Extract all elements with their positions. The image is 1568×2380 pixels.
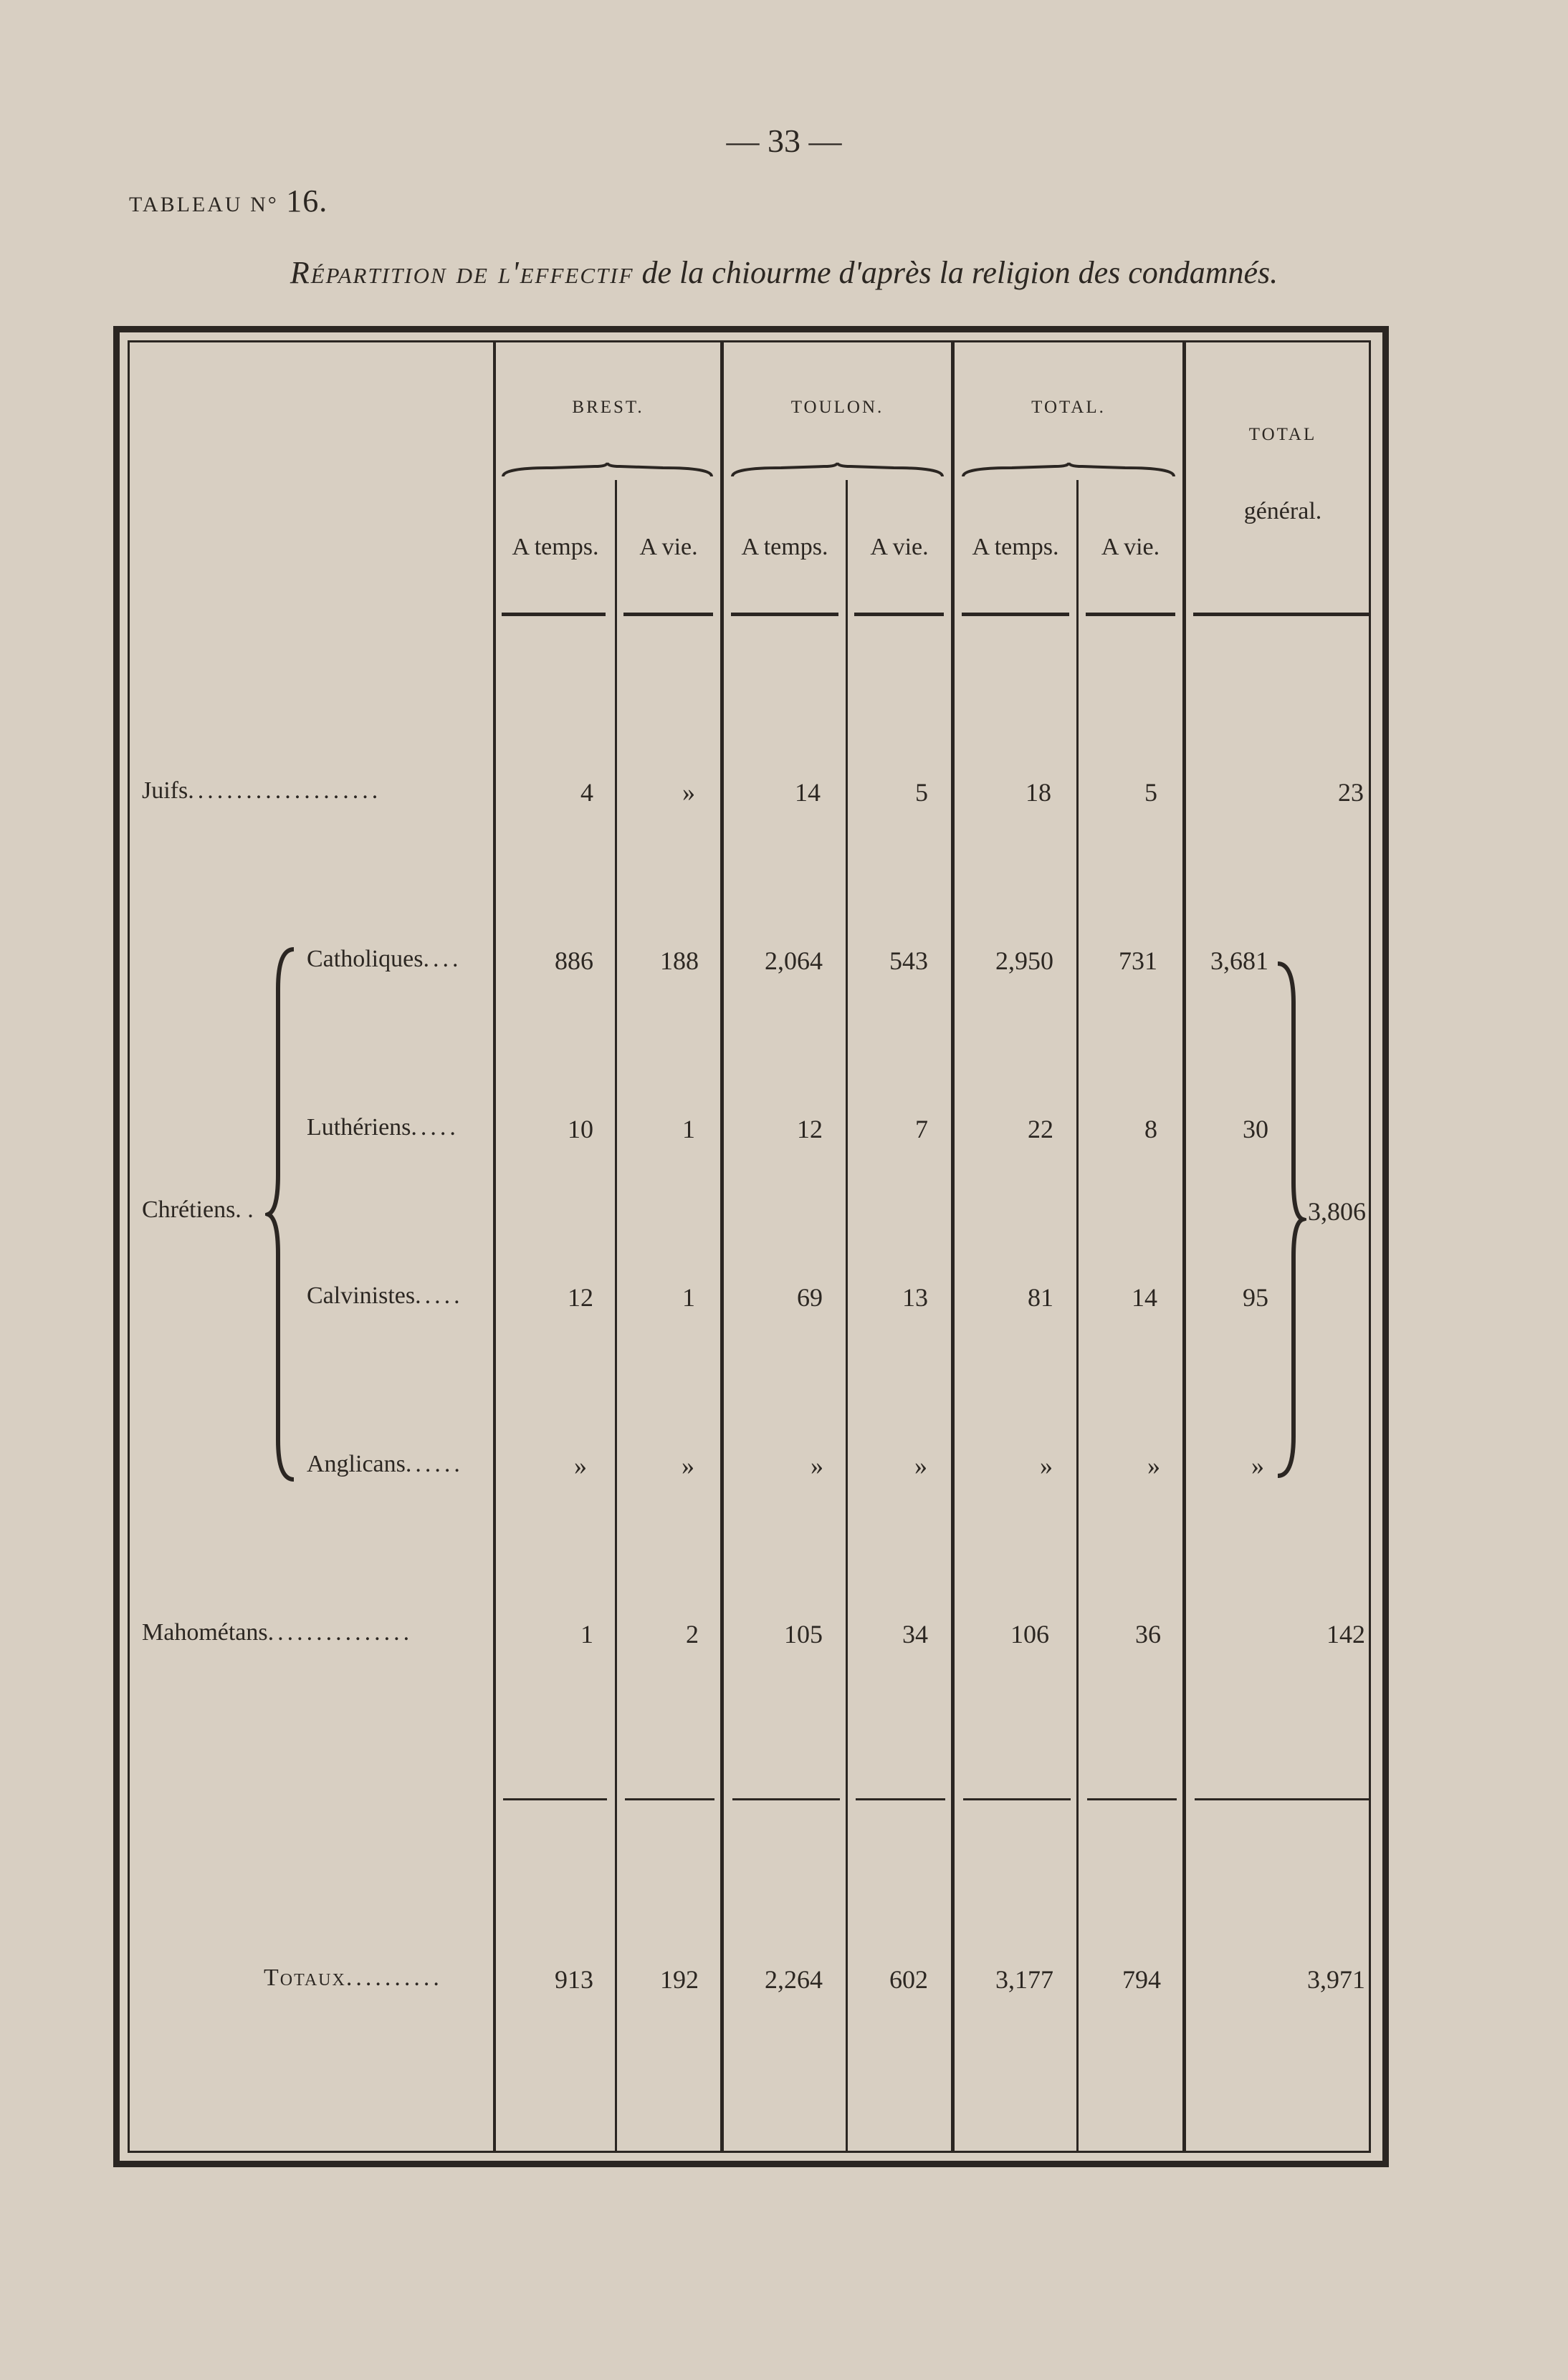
cell-mahometans-brest-temps: 1 bbox=[580, 1620, 593, 1649]
header-rule bbox=[502, 613, 606, 616]
header-rule bbox=[1193, 613, 1369, 616]
row-label-anglicans: Anglicans...... bbox=[307, 1451, 464, 1477]
brace-toulon bbox=[731, 462, 944, 479]
cell-totaux-general: 3,971 bbox=[1307, 1965, 1365, 1994]
col-divider-brest bbox=[720, 342, 724, 2151]
cell-lutheriens-toulon-temps: 12 bbox=[797, 1115, 823, 1143]
cell-anglicans-toulon-temps: » bbox=[811, 1451, 823, 1480]
cell-lutheriens-total-temps: 22 bbox=[1028, 1115, 1053, 1143]
subheader-brest-vie: A vie. bbox=[639, 534, 698, 560]
row-label-juifs: Juifs.................... bbox=[142, 777, 382, 804]
col-divider-total-inner bbox=[1076, 480, 1079, 2151]
col-divider-total bbox=[1182, 342, 1186, 2151]
cell-juifs-total-vie: 5 bbox=[1144, 778, 1157, 807]
cell-juifs-brest-temps: 4 bbox=[580, 778, 593, 807]
cell-chretiens-general: 3,806 bbox=[1308, 1197, 1366, 1226]
totals-rule bbox=[856, 1798, 945, 1800]
col-divider-label bbox=[493, 342, 496, 2151]
cell-calvinistes-toulon-temps: 69 bbox=[797, 1283, 823, 1312]
header-rule bbox=[854, 613, 944, 616]
cell-totaux-brest-vie: 192 bbox=[660, 1965, 699, 1994]
cell-calvinistes-total-temps: 81 bbox=[1028, 1283, 1053, 1312]
col-divider-toulon bbox=[951, 342, 955, 2151]
table-number-value: 16. bbox=[286, 183, 328, 219]
cell-totaux-toulon-vie: 602 bbox=[889, 1965, 928, 1994]
header-rule bbox=[962, 613, 1069, 616]
cell-juifs-brest-vie: » bbox=[682, 778, 695, 807]
subheader-toulon-temps: A temps. bbox=[741, 534, 828, 560]
cell-anglicans-total-vie: » bbox=[1147, 1451, 1160, 1480]
cell-totaux-total-temps: 3,177 bbox=[995, 1965, 1053, 1994]
cell-catholiques-toulon-vie: 543 bbox=[889, 946, 928, 975]
cell-mahometans-total-vie: 36 bbox=[1135, 1620, 1161, 1649]
caption-smallcaps: Répartition de l'effectif bbox=[290, 255, 634, 290]
table-number-prefix: TABLEAU N° bbox=[129, 193, 287, 216]
cell-calvinistes-brest-temps: 12 bbox=[568, 1283, 593, 1312]
totals-rule bbox=[963, 1798, 1071, 1800]
cell-juifs-toulon-temps: 14 bbox=[795, 778, 821, 807]
totals-rule bbox=[1087, 1798, 1177, 1800]
header-rule bbox=[731, 613, 838, 616]
cell-anglicans-brest-temps: » bbox=[574, 1451, 587, 1480]
subheader-brest-temps: A temps. bbox=[512, 534, 599, 560]
header-total: TOTAL. bbox=[1031, 398, 1106, 417]
brace-total bbox=[962, 462, 1175, 479]
brace-left-chretiens bbox=[265, 946, 301, 1483]
cell-juifs-total-temps: 18 bbox=[1026, 778, 1051, 807]
row-label-lutheriens: Luthériens..... bbox=[307, 1114, 459, 1141]
cell-juifs-general: 23 bbox=[1338, 778, 1364, 807]
cell-calvinistes-toulon-vie: 13 bbox=[902, 1283, 928, 1312]
cell-lutheriens-toulon-vie: 7 bbox=[915, 1115, 928, 1143]
col-divider-toulon-inner bbox=[846, 480, 848, 2151]
cell-calvinistes-total-vie: 14 bbox=[1132, 1283, 1157, 1312]
header-general: général. bbox=[1243, 498, 1322, 524]
header-toulon: TOULON. bbox=[790, 398, 884, 417]
brace-brest bbox=[502, 462, 713, 479]
subheader-total-vie: A vie. bbox=[1101, 534, 1160, 560]
cell-mahometans-general: 142 bbox=[1326, 1620, 1365, 1649]
totals-rule bbox=[625, 1798, 714, 1800]
cell-totaux-total-vie: 794 bbox=[1122, 1965, 1161, 1994]
cell-mahometans-toulon-temps: 105 bbox=[784, 1620, 823, 1649]
table-caption bbox=[0, 254, 1568, 291]
subheader-total-temps: A temps. bbox=[972, 534, 1059, 560]
page-number: — 33 — bbox=[726, 123, 842, 159]
cell-calvinistes-subtotal: 95 bbox=[1243, 1283, 1268, 1312]
cell-mahometans-toulon-vie: 34 bbox=[902, 1620, 928, 1649]
row-label-totaux: Totaux.......... bbox=[264, 1964, 443, 1991]
subheader-toulon-vie: A vie. bbox=[870, 534, 929, 560]
totals-rule bbox=[1195, 1798, 1369, 1800]
cell-lutheriens-brest-vie: 1 bbox=[682, 1115, 695, 1143]
totals-rule bbox=[732, 1798, 840, 1800]
row-label-catholiques: Catholiques.... bbox=[307, 946, 462, 972]
col-divider-brest-inner bbox=[615, 480, 617, 2151]
cell-anglicans-total-temps: » bbox=[1040, 1451, 1053, 1480]
totals-rule bbox=[503, 1798, 607, 1800]
cell-totaux-toulon-temps: 2,264 bbox=[765, 1965, 823, 1994]
row-label-calvinistes: Calvinistes..... bbox=[307, 1282, 464, 1309]
header-rule bbox=[1086, 613, 1175, 616]
cell-mahometans-total-temps: 106 bbox=[1010, 1620, 1049, 1649]
cell-anglicans-subtotal: » bbox=[1251, 1451, 1264, 1480]
cell-catholiques-brest-temps: 886 bbox=[555, 946, 593, 975]
row-label-mahometans: Mahométans............... bbox=[142, 1619, 413, 1646]
cell-lutheriens-subtotal: 30 bbox=[1243, 1115, 1268, 1143]
cell-totaux-brest-temps: 913 bbox=[555, 1965, 593, 1994]
cell-lutheriens-total-vie: 8 bbox=[1144, 1115, 1157, 1143]
header-total-general: TOTAL bbox=[1248, 425, 1317, 444]
cell-anglicans-brest-vie: » bbox=[682, 1451, 694, 1480]
group-label-chretiens: Chrétiens. . bbox=[142, 1196, 254, 1223]
cell-juifs-toulon-vie: 5 bbox=[915, 778, 928, 807]
caption-rest: de la chiourme d'après la religion des condamnés. bbox=[634, 255, 1278, 290]
header-brest: BREST. bbox=[572, 398, 644, 417]
cell-catholiques-brest-vie: 188 bbox=[660, 946, 699, 975]
cell-catholiques-total-temps: 2,950 bbox=[995, 946, 1053, 975]
cell-calvinistes-brest-vie: 1 bbox=[682, 1283, 695, 1312]
cell-lutheriens-brest-temps: 10 bbox=[568, 1115, 593, 1143]
cell-catholiques-subtotal: 3,681 bbox=[1210, 946, 1268, 975]
cell-mahometans-brest-vie: 2 bbox=[686, 1620, 699, 1649]
cell-catholiques-toulon-temps: 2,064 bbox=[765, 946, 823, 975]
header-rule bbox=[623, 613, 713, 616]
table-number bbox=[129, 183, 328, 219]
cell-catholiques-total-vie: 731 bbox=[1119, 946, 1157, 975]
cell-anglicans-toulon-vie: » bbox=[914, 1451, 927, 1480]
